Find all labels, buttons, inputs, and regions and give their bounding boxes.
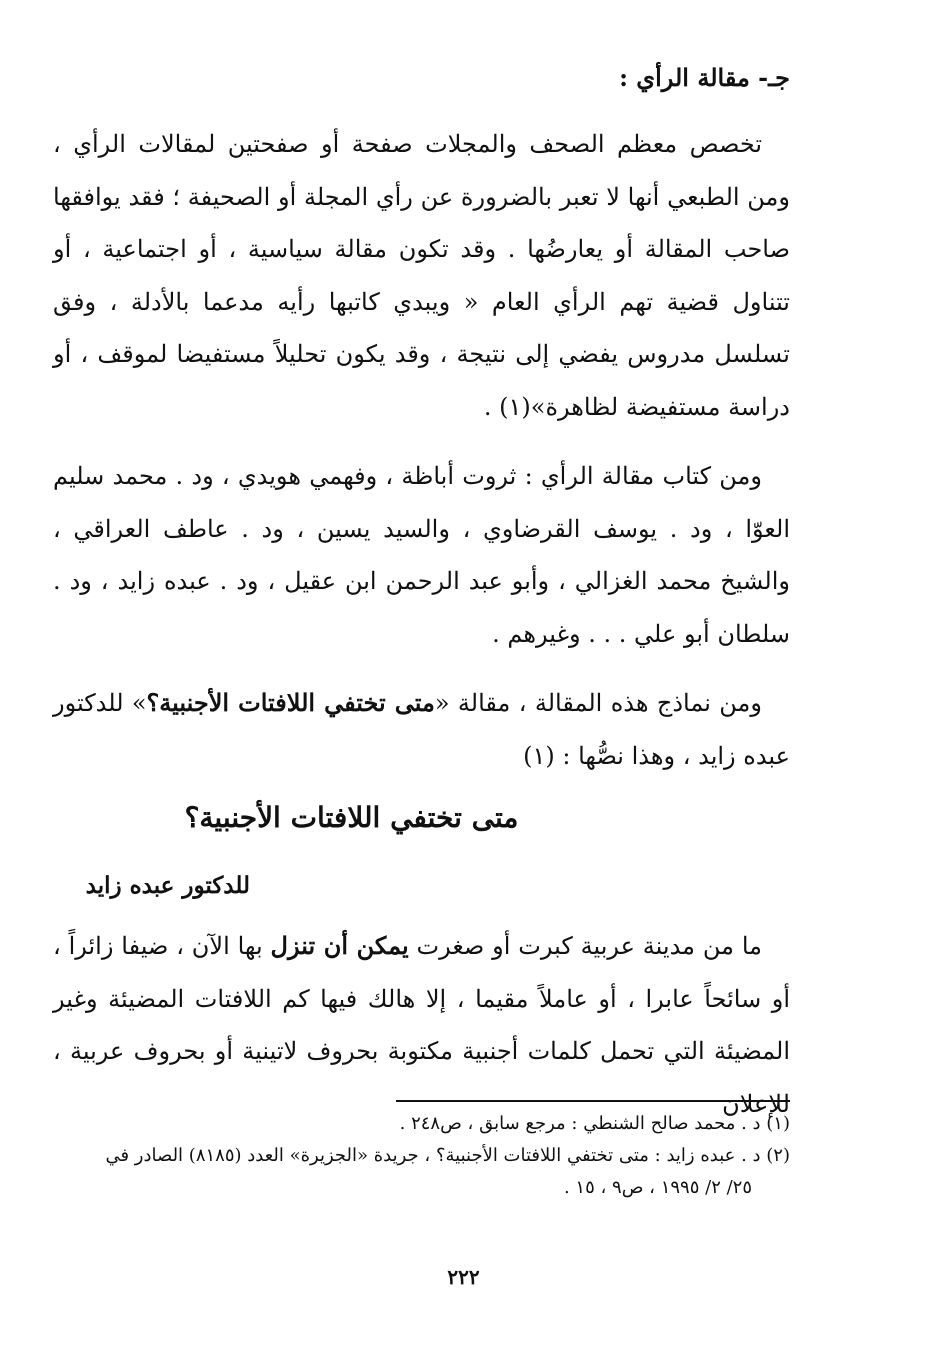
- page-number: ٢٢٢: [447, 1265, 480, 1289]
- article-body: [53, 920, 790, 1130]
- text-segment: بها الآن ، ضيفا زائراً ، أو سائحاً عابرا ، أو عاملاً مقيما ، إلا هالك فيها كم اللافتات المضيئة وغير المضيئة التي تحمل كلمات أجنبية مكتوبة بحروف لاتينية أو بحروف عربية ، للإعلان: [53, 932, 791, 1118]
- emphasized-text: يمكن أن تنزل: [270, 931, 409, 960]
- section-heading: جـ- مقالة الرأي :: [619, 63, 790, 92]
- text-segment: ما من مدينة عربية كبرت أو صغرت: [408, 932, 763, 960]
- footnote-2: (٢) د . عبده زايد : متى تختفي اللافتات الأجنبية؟ ، جريدة «الجزيرة» العدد (٨١٨٥) الصادر في: [105, 1145, 790, 1166]
- paragraph-opinion-writers: [53, 450, 790, 660]
- footnote-2-continuation: ٢٥/ ٢/ ١٩٩٥ ، ص٩ ، ١٥ .: [563, 1177, 752, 1198]
- paragraph-text: ومن كتاب مقالة الرأي : ثروت أباظة ، وفهمي هويدي ، ود . محمد سليم العوّا ، ود . يوسف القرضاوي ، والسيد يسين ، ود . عاطف العراقي ، والشيخ محمد الغزالي ، وأبو عبد الرحمن ابن عقيل ، ود . عبده زايد ، ود . سلطان أبو علي . . . وغيرهم .: [53, 462, 790, 648]
- footnote-1: (١) د . محمد صالح الشنطي : مرجع سابق ، ص٢٤٨ .: [399, 1113, 790, 1134]
- text-segment: ومن نماذج هذه المقالة ، مقالة «: [434, 689, 762, 717]
- inline-article-title: متى تختفي اللافتات الأجنبية؟: [146, 688, 435, 717]
- paragraph-example-intro: [53, 677, 790, 782]
- footnote-divider: [396, 1100, 790, 1102]
- text-segment: » للدكتور عبده زايد ، وهذا نصُّها : (١): [53, 689, 790, 770]
- article-author: للدكتور عبده زايد: [85, 872, 250, 899]
- paragraph-text: [53, 920, 790, 1130]
- article-title: متى تختفي اللافتات الأجنبية؟: [184, 801, 519, 834]
- paragraph-opinion-intro: [53, 118, 790, 433]
- paragraph-text: [53, 677, 790, 782]
- footnotes: [53, 1108, 790, 1204]
- paragraph-text: تخصص معظم الصحف والمجلات صفحة أو صفحتين لمقالات الرأي ، ومن الطبعي أنها لا تعبر بالضرورة عن رأي المجلة أو الصحيفة ؛ فقد يوافقها صاحب المقالة أو يعارضُها . وقد تكون مقالة سياسية ، أو اجتماعية ، أو تتناول قضية تهم الرأي العام « ويبدي كاتبها رأيه مدعما بالأدلة ، وفق تسلسل مدروس يفضي إلى نتيجة ، وقد يكون تحليلاً مستفيضا لموقف ، أو دراسة مستفيضة لظاهرة»(١) .: [53, 130, 790, 421]
